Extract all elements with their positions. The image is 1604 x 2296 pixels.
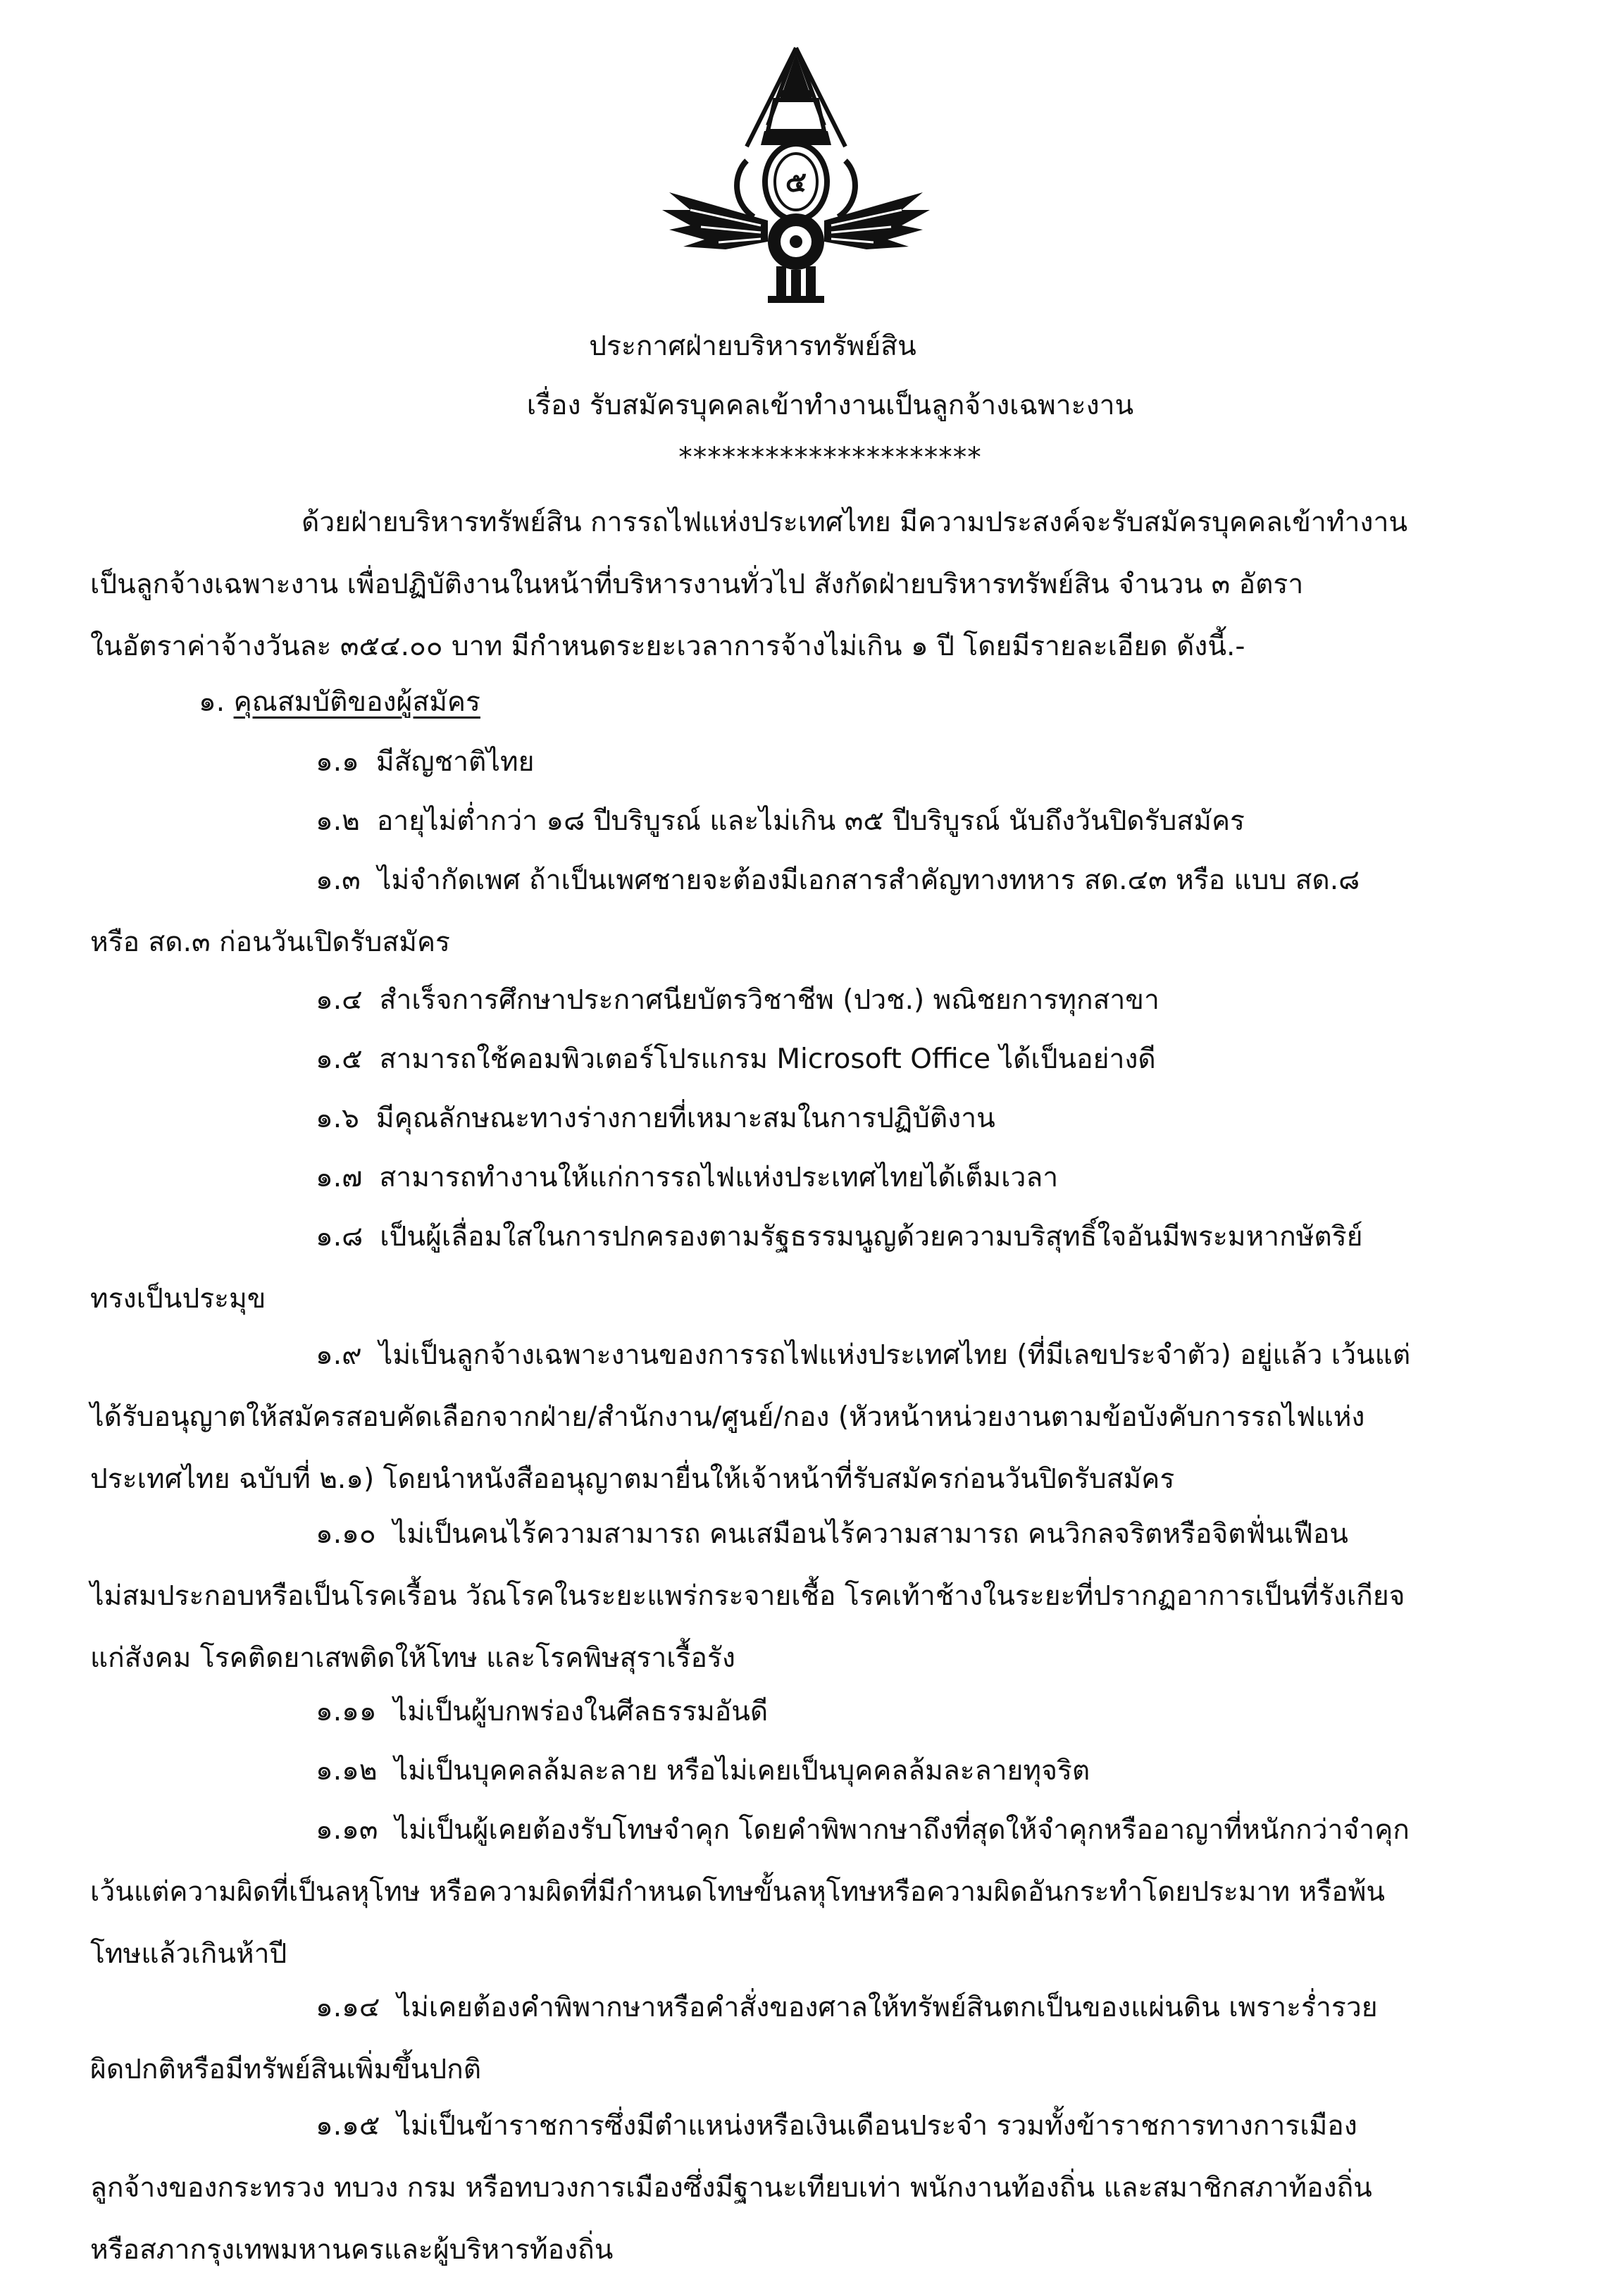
qualification-item xyxy=(90,731,1513,793)
item-text: ผิดปกติหรือมีทรัพย์สินเพิ่มขึ้นปกติ xyxy=(90,2054,482,2085)
item-number: ๑.๖ xyxy=(316,1103,359,1134)
section-title: คุณสมบัติของผู้สมัคร xyxy=(233,686,480,718)
item-number: ๑.๑๑ xyxy=(316,1696,377,1727)
item-number: ๑.๙ xyxy=(316,1339,362,1371)
item-text: สำเร็จการศึกษาประกาศนียบัตรวิชาชีพ (ปวช.) พณิชยการทุกสาขา xyxy=(379,984,1160,1016)
item-text: หรือสภากรุงเทพมหานครและผู้บริหารท้องถิ่น xyxy=(90,2234,614,2266)
item-number: ๑.๘ xyxy=(316,1221,363,1253)
item-text: ไม่เป็นข้าราชการซึ่งมีตำแหน่งหรือเงินเดือนประจำ รวมทั้งข้าราชการทางการเมือง xyxy=(397,2110,1357,2142)
item-text: ไม่เป็นบุคคลล้มละลาย หรือไม่เคยเป็นบุคคลล้มละลายทุจริต xyxy=(394,1755,1090,1787)
emblem-numeral: ๕ xyxy=(785,166,807,199)
item-text: ไม่จำกัดเพศ ถ้าเป็นเพศชายจะต้องมีเอกสารสำคัญทางทหาร สด.๔๓ หรือ แบบ สด.๘ xyxy=(377,864,1360,896)
item-text: เว้นแต่ความผิดที่เป็นลหุโทษ หรือความผิดที่มีกำหนดโทษขั้นลหุโทษหรือความผิดอันกระทำโดยประมาท หรือพ้น xyxy=(90,1876,1386,1908)
qualification-item xyxy=(90,1088,1513,1150)
qualification-item xyxy=(90,1977,1513,2101)
item-number: ๑.๑๓ xyxy=(316,1814,378,1846)
qualification-item xyxy=(90,2095,1513,2281)
item-text: ไม่เป็นผู้เคยต้องรับโทษจำคุก โดยคำพิพากษาถึงที่สุดให้จำคุกหรืออาญาที่หนักกว่าจำคุก xyxy=(394,1814,1410,1846)
item-number: ๑.๑๐ xyxy=(316,1518,376,1550)
section-heading xyxy=(199,680,480,725)
section-number: ๑. xyxy=(199,686,225,718)
item-number: ๑.๑๔ xyxy=(316,1992,380,2023)
qualification-item xyxy=(90,1029,1513,1091)
item-text: สามารถทำงานให้แก่การรถไฟแห่งประเทศไทยได้เต็มเวลา xyxy=(379,1162,1059,1193)
item-text: โทษแล้วเกินห้าปี xyxy=(90,1938,287,1970)
item-text: ไม่สมประกอบหรือเป็นโรคเรื้อน วัณโรคในระยะแพร่กระจายเชื้อ โรคเท้าช้างในระยะที่ปรากฏอาการเป็นที่รังเกียจ xyxy=(90,1580,1405,1612)
qualification-item xyxy=(90,790,1513,852)
item-text: ไม่เป็นผู้บกพร่องในศีลธรรมอันดี xyxy=(393,1696,769,1727)
item-text: สามารถใช้คอมพิวเตอร์โปรแกรม Microsoft Office ได้เป็นอย่างดี xyxy=(379,1043,1156,1075)
item-number: ๑.๓ xyxy=(316,864,361,896)
item-number: ๑.๑ xyxy=(316,746,359,778)
item-number: ๑.๕ xyxy=(316,1043,363,1075)
item-text: ไม่เป็นคนไร้ความสามารถ คนเสมือนไร้ความสามารถ คนวิกลจริตหรือจิตฟั่นเฟือน xyxy=(392,1518,1348,1550)
item-text: ได้รับอนุญาตให้สมัครสอบคัดเลือกจากฝ่าย/สำนักงาน/ศูนย์/กอง (หัวหน้าหน่วยงานตามข้อบังคับการรถไฟแห่ง xyxy=(90,1401,1365,1433)
qualification-item xyxy=(90,1681,1513,1743)
item-text: หรือ สด.๓ ก่อนวันเปิดรับสมัคร xyxy=(90,926,450,958)
item-text: ไม่เป็นลูกจ้างเฉพาะงานของการรถไฟแห่งประเทศไทย (ที่มีเลขประจำตัว) อยู่แล้ว เว้นแต่ xyxy=(378,1339,1411,1371)
intro-line: ด้วยฝ่ายบริหารทรัพย์สิน การรถไฟแห่งประเทศไทย มีความประสงค์จะรับสมัครบุคคลเข้าทำงาน xyxy=(301,507,1408,538)
intro-paragraph xyxy=(90,492,1513,678)
item-text: ลูกจ้างของกระทรวง ทบวง กรม หรือทบวงการเมืองซึ่งมีฐานะเทียบเท่า พนักงานท้องถิ่น และสมาชิกสภาท้องถิ่น xyxy=(90,2172,1372,2204)
item-number: ๑.๒ xyxy=(316,805,360,837)
item-text: ประเทศไทย ฉบับที่ ๒.๑) โดยนำหนังสืออนุญาตมายื่นให้เจ้าหน้าที่รับสมัครก่อนวันปิดรับสมัคร xyxy=(90,1463,1175,1495)
qualification-item xyxy=(90,1503,1513,1689)
intro-line: เป็นลูกจ้างเฉพาะงาน เพื่อปฏิบัติงานในหน้าที่บริหารงานทั่วไป สังกัดฝ่ายบริหารทรัพย์สิน จำนวน ๓ อัตรา xyxy=(90,569,1304,600)
item-text: มีคุณลักษณะทางร่างกายที่เหมาะสมในการปฏิบัติงาน xyxy=(375,1103,995,1134)
qualification-item xyxy=(90,969,1513,1031)
qualification-item xyxy=(90,1740,1513,1802)
separator-stars: ********************* xyxy=(678,442,982,473)
srt-emblem-logo xyxy=(662,41,930,309)
announcement-subject: เรื่อง รับสมัครบุคคลเข้าทำงานเป็นลูกจ้างเฉพาะงาน xyxy=(526,390,1134,421)
qualification-item xyxy=(90,1147,1513,1209)
item-number: ๑.๑๕ xyxy=(316,2110,380,2142)
item-text: มีสัญชาติไทย xyxy=(375,746,535,778)
qualification-item xyxy=(90,1324,1513,1510)
announcement-title: ประกาศฝ่ายบริหารทรัพย์สิน xyxy=(589,330,916,362)
item-text: ทรงเป็นประมุข xyxy=(90,1283,266,1315)
item-text: แก่สังคม โรคติดยาเสพติดให้โทษ และโรคพิษสุราเรื้อรัง xyxy=(90,1642,735,1674)
qualification-item xyxy=(90,850,1513,974)
item-number: ๑.๔ xyxy=(316,984,363,1016)
item-text: อายุไม่ต่ำกว่า ๑๘ ปีบริบูรณ์ และไม่เกิน ๓๕ ปีบริบูรณ์ นับถึงวันปิดรับสมัคร xyxy=(376,805,1245,837)
item-text: เป็นผู้เลื่อมใสในการปกครองตามรัฐธรรมนูญด้วยความบริสุทธิ์ใจอันมีพระมหากษัตริย์ xyxy=(380,1221,1363,1253)
qualification-item xyxy=(90,1799,1513,1985)
item-number: ๑.๗ xyxy=(316,1162,363,1193)
qualification-item xyxy=(90,1206,1513,1330)
item-number: ๑.๑๒ xyxy=(316,1755,378,1787)
intro-line: ในอัตราค่าจ้างวันละ ๓๕๔.๐๐ บาท มีกำหนดระยะเวลาการจ้างไม่เกิน ๑ ปี โดยมีรายละเอียด ดังนี้.- xyxy=(90,631,1245,662)
item-text: ไม่เคยต้องคำพิพากษาหรือคำสั่งของศาลให้ทรัพย์สินตกเป็นของแผ่นดิน เพราะร่ำรวย xyxy=(397,1992,1378,2023)
